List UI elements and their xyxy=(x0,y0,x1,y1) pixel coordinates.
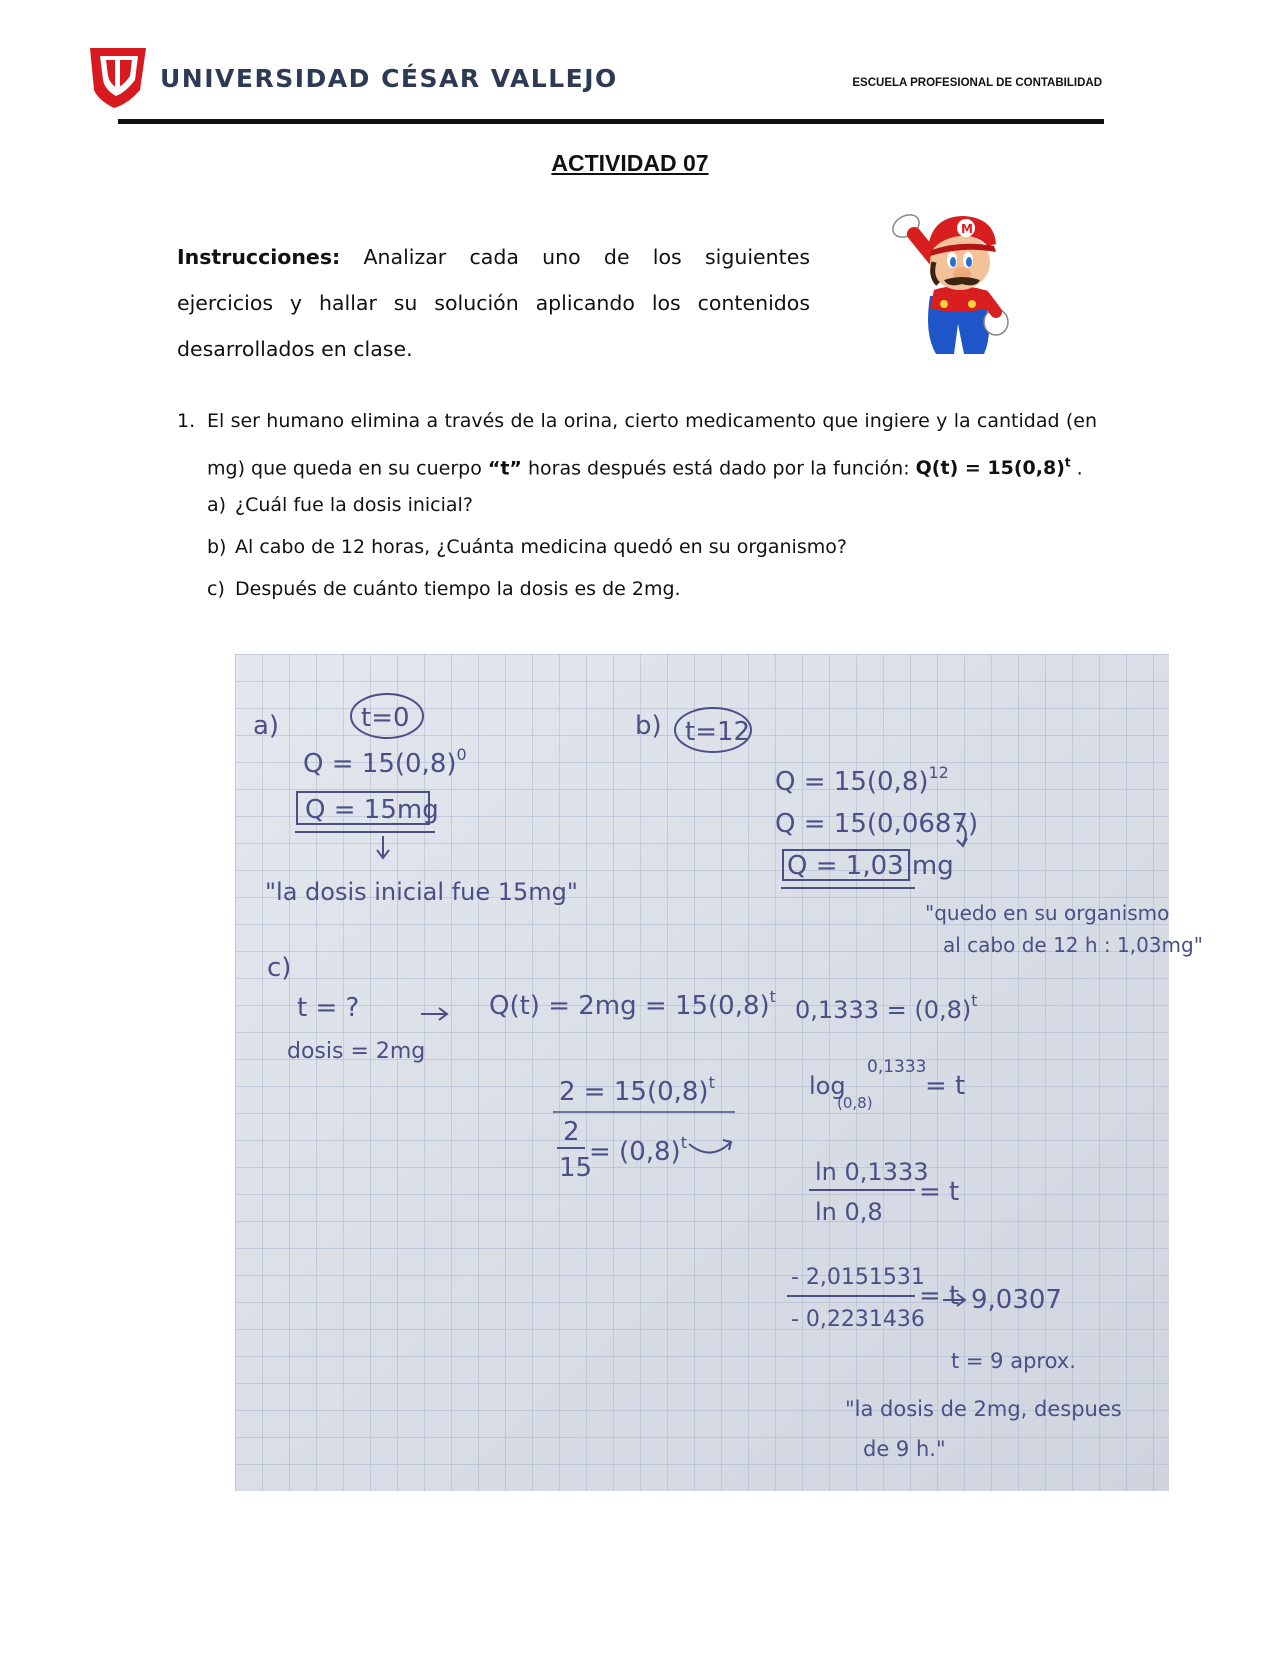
hw-c-dose: dosis = 2mg xyxy=(287,1039,426,1064)
handwritten-solution-photo xyxy=(235,654,1203,1491)
hw-c-denominator: - 0,2231436 xyxy=(791,1307,925,1332)
hw-c-approx: t = 9 aprox. xyxy=(951,1349,1076,1373)
hw-a-label: a) xyxy=(253,711,280,741)
hw-a-eq2: Q = 15mg xyxy=(305,795,439,825)
hw-c-frac-den: 15 xyxy=(559,1153,593,1183)
hw-a-answer: "la dosis inicial fue 15mg" xyxy=(265,878,578,906)
question-number: 1. xyxy=(177,410,196,432)
ucv-shield-logo-icon xyxy=(88,46,148,110)
hw-b-eq2: Q = 15(0,0687) xyxy=(775,809,979,839)
question-text-end: . xyxy=(1070,457,1083,480)
hw-c-eq1: $Q(t) = 2mg = 15(0,8)^t$ xyxy=(489,987,776,1021)
hw-c-ln-den: ln 0,8 xyxy=(815,1198,883,1226)
hw-c-frac-num: 2 xyxy=(563,1117,580,1147)
sub-question-c: c) Después de cuánto tiempo la dosis es de 2mg. xyxy=(207,578,681,600)
mario-character-icon xyxy=(884,204,1024,362)
hw-c-numerator: - 2,0151531 xyxy=(791,1265,925,1290)
hw-c-eq3: = $(0,8)^t$ xyxy=(589,1133,687,1167)
hw-c-log-base: (0,8) xyxy=(837,1094,873,1112)
instructions-text: Analizar cada uno de los siguientes ejercicios y hallar su solución aplicando los contenidos desarrollados en clase. xyxy=(177,245,810,361)
svg-text:M: M xyxy=(961,222,973,236)
hw-c-log: log xyxy=(809,1072,846,1100)
sub-question-a: a) ¿Cuál fue la dosis inicial? xyxy=(207,494,473,516)
question-text xyxy=(207,400,1097,489)
hw-c-question: t = ? xyxy=(297,993,360,1023)
hw-a-eq1: $Q = 15(0,8)^0$ xyxy=(303,745,467,779)
hw-c-answer-2: de 9 h." xyxy=(863,1437,946,1461)
school-name: ESCUELA PROFESIONAL DE CONTABILIDAD xyxy=(852,77,1102,89)
hw-c-eq4: $0,1333 = (0,8)^t$ xyxy=(795,991,978,1024)
hw-c-answer-1: "la dosis de 2mg, despues xyxy=(845,1397,1122,1421)
header-divider xyxy=(118,119,1104,124)
hw-b-answer-1: "quedo en su organismo xyxy=(925,901,1170,925)
hw-b-condition: t=12 xyxy=(685,717,751,747)
notebook-page xyxy=(235,654,1203,1491)
hw-b-label: b) xyxy=(635,711,662,741)
hw-c-ln-num: ln 0,1333 xyxy=(815,1158,929,1186)
hw-b-answer-2: al cabo de 12 h : 1,03mg" xyxy=(943,933,1203,957)
function-formula: $Q(t) = 15(0,8)^t$ xyxy=(915,456,1071,480)
hw-c-log-eq: = t xyxy=(925,1071,966,1101)
page-title: ACTIVIDAD 07 xyxy=(551,150,709,176)
university-name: UNIVERSIDAD CÉSAR VALLEJO xyxy=(160,64,618,93)
hw-c-result: 9,0307 xyxy=(971,1285,1062,1315)
instructions-label: Instrucciones: xyxy=(177,245,341,269)
hw-c-log-arg: 0,1333 xyxy=(867,1057,927,1077)
instructions-paragraph xyxy=(177,234,810,372)
hw-b-eq3: Q = 1,03 mg xyxy=(787,851,954,881)
hw-b-eq1: $Q = 15(0,8)^{12}$ xyxy=(775,763,949,797)
sub-question-b: b) Al cabo de 12 horas, ¿Cuánta medicina quedó en su organismo? xyxy=(207,536,847,558)
hw-c-eq-t: = t xyxy=(919,1281,960,1311)
hw-a-condition: t=0 xyxy=(361,703,410,733)
hw-c-label: c) xyxy=(267,953,292,983)
variable-t: “t” xyxy=(487,457,522,480)
question-text-part: El ser humano elimina a través de la orina, cierto medicamento que ingiere y la cantidad (en mg) que queda en su cuerpo xyxy=(207,410,1097,480)
hw-c-ln-eq: = t xyxy=(919,1177,960,1207)
hw-c-eq2: $2 = 15(0,8)^t$ xyxy=(559,1073,715,1107)
question-text-part: horas después está dado por la función: xyxy=(521,457,916,480)
